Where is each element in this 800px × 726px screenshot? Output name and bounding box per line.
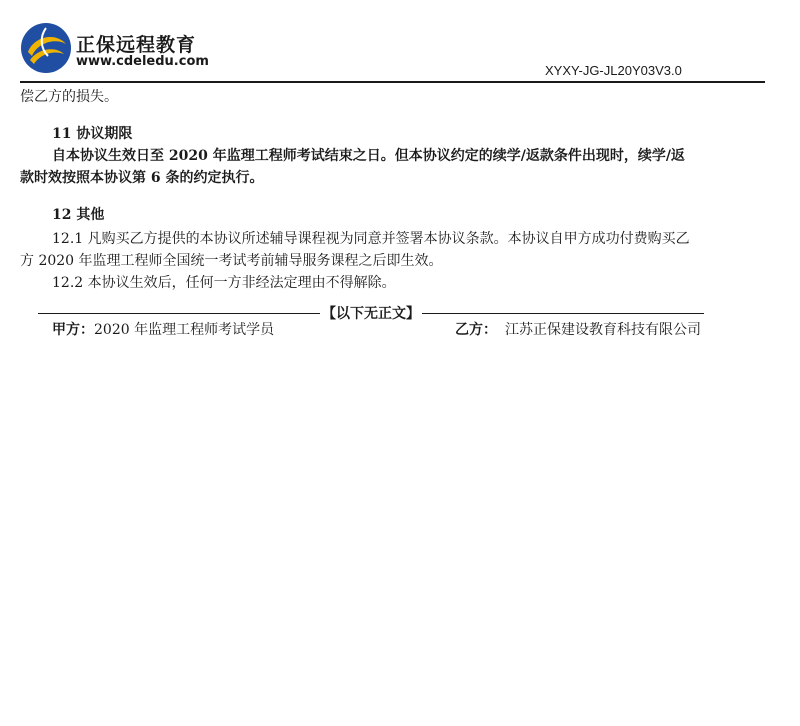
party-b [455, 320, 701, 340]
clause-12-1: 12.1 凡购买乙方提供的本协议所述辅导课程视为同意并签署本协议条款。本协议自甲方成功付费购买乙 [52, 231, 690, 247]
party-a-value: 2020 年监理工程师考试学员 [94, 322, 275, 338]
section-11-text: 自本协议生效日至 2020 年监理工程师考试结束之日。但本协议约定的续学/返款条件出现时，续学/返 [52, 148, 685, 164]
document-code: XYXY-JG-JL20Y03V3.0 [545, 63, 682, 78]
brand-name: 正保远程教育 [76, 34, 197, 56]
party-a-label: 甲方： [52, 322, 94, 338]
party-b-label: 乙方： [455, 322, 497, 338]
divider-right [422, 313, 704, 314]
section-11-heading: 11 协议期限 [52, 126, 133, 142]
section-11-text-cont: 款时效按照本协议第 6 条的约定执行。 [20, 170, 264, 186]
page-header [0, 0, 800, 86]
continuation-text: 偿乙方的损失。 [20, 89, 118, 105]
party-b-value: 江苏正保建设教育科技有限公司 [505, 322, 701, 338]
end-marker-label: 【以下无正文】 [322, 306, 420, 322]
brand-url: www.cdeledu.com [76, 54, 209, 69]
clause-12-1-cont: 方 2020 年监理工程师全国统一考试考前辅导服务课程之后即生效。 [20, 253, 443, 269]
section-12-heading: 12 其他 [52, 207, 105, 223]
divider-left [38, 313, 320, 314]
header-divider [20, 81, 765, 83]
cdel-logo-icon [20, 22, 72, 74]
clause-12-2: 12.2 本协议生效后，任何一方非经法定理由不得解除。 [52, 275, 396, 291]
party-a [52, 320, 274, 340]
